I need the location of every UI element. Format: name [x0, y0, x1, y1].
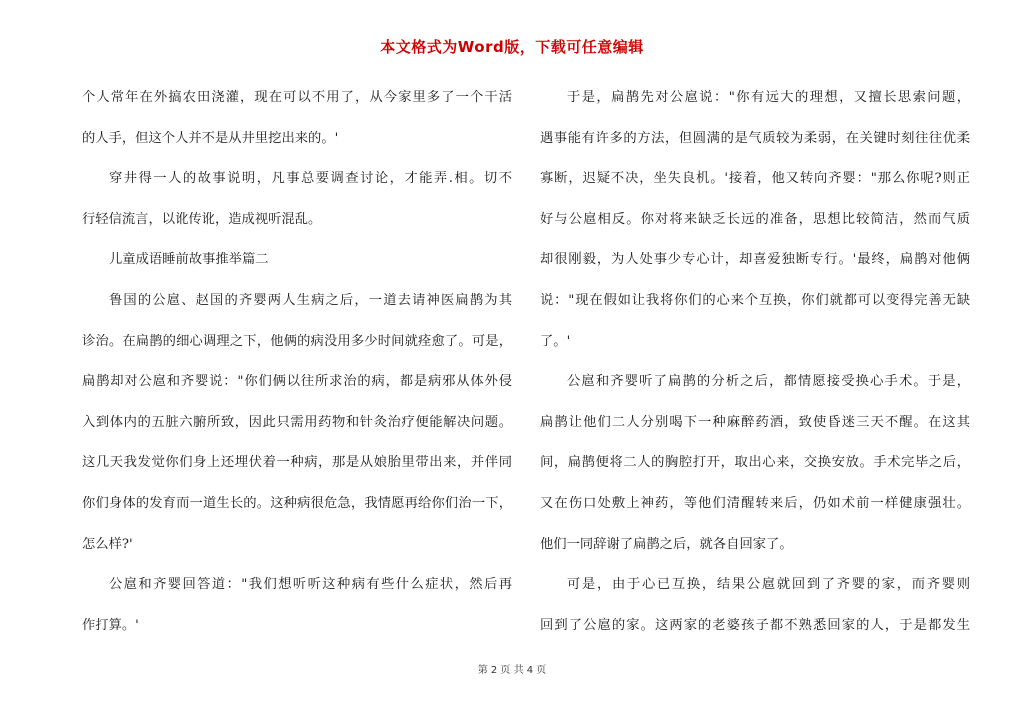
- text-line: 回到了公扈的家。这两家的老婆孩子都不熟悉回家的人，于是都发生: [540, 617, 970, 633]
- right-column: [540, 78, 970, 646]
- document-banner: 本文格式为Word版，下载可任意编辑: [380, 38, 644, 56]
- text-line: 个人常年在外搞农田浇灌，现在可以不用了，从今家里多了一个干活: [82, 90, 512, 105]
- text-line: 儿童成语睡前故事推举篇二: [109, 252, 269, 268]
- text-line: 这几天我发觉你们身上还埋伏着一种病，那是从娘胎里带出来，并伴同: [82, 455, 512, 471]
- text-line: 他们一同辞谢了扁鹊之后，就各自回家了。: [540, 536, 793, 552]
- text-line: 却很刚毅，为人处事少专心计，却喜爱独断专行。'最终，扁鹊对他俩: [540, 252, 970, 268]
- text-line: 好与公扈相反。你对将来缺乏长远的准备，思想比较简洁，然而气质: [540, 211, 970, 227]
- text-line: 公扈和齐婴听了扁鹊的分析之后，都情愿接受换心手术。于是，: [567, 374, 970, 390]
- page-footer: 第 2 页 共 4 页: [477, 665, 547, 676]
- text-line: 怎么样?': [82, 536, 133, 552]
- text-line: 于是，扁鹊先对公扈说："你有远大的理想，又擅长思索问题，: [567, 90, 970, 105]
- text-line: 说："现在假如让我将你们的心来个互换，你们就都可以变得完善无缺: [540, 292, 970, 308]
- text-line: 行轻信流言，以讹传讹，造成视听混乱。: [82, 211, 322, 227]
- text-line: 遇事能有许多的方法，但圆满的是气质较为柔弱，在关键时刻往往优柔: [540, 130, 970, 146]
- text-line: 可是，由于心已互换，结果公扈就回到了齐婴的家，而齐婴则: [567, 577, 970, 593]
- text-line: 寡断，迟疑不决，坐失良机。'接着，他又转向齐婴："那么你呢?则正: [540, 171, 970, 187]
- text-line: 作打算。': [82, 617, 139, 633]
- left-column: [82, 78, 512, 646]
- text-line: 你们身体的发育而一道生长的。这种病很危急，我情愿再给你们治一下，: [82, 495, 512, 511]
- text-line: 间，扁鹊便将二人的胸腔打开，取出心来，交换安放。手术完毕之后，: [540, 455, 970, 471]
- text-line: 诊治。在扁鹊的细心调理之下，他俩的病没用多少时间就痊愈了。可是，: [82, 333, 512, 349]
- text-line: 又在伤口处敷上神药，等他们清醒转来后，仍如术前一样健康强壮。: [540, 495, 970, 511]
- text-line: 扁鹊让他们二人分别喝下一种麻醉药酒，致使昏迷三天不醒。在这其: [540, 414, 970, 430]
- text-line: 鲁国的公扈、赵国的齐婴两人生病之后，一道去请神医扁鹊为其: [109, 292, 512, 308]
- text-line: 的人手，但这个人并不是从井里挖出来的。': [82, 130, 339, 146]
- text-line: 公扈和齐婴回答道："我们想听听这种病有些什么症状，然后再: [109, 577, 512, 593]
- text-line: 了。': [540, 333, 571, 349]
- text-line: 扁鹊却对公扈和齐婴说："你们俩以往所求治的病，都是病邪从体外侵: [82, 374, 512, 390]
- text-line: 入到体内的五脏六腑所致，因此只需用药物和针灸治疗便能解决问题。: [82, 414, 512, 430]
- text-line: 穿井得一人的故事说明，凡事总要调查讨论，才能弄.相。切不: [109, 171, 512, 187]
